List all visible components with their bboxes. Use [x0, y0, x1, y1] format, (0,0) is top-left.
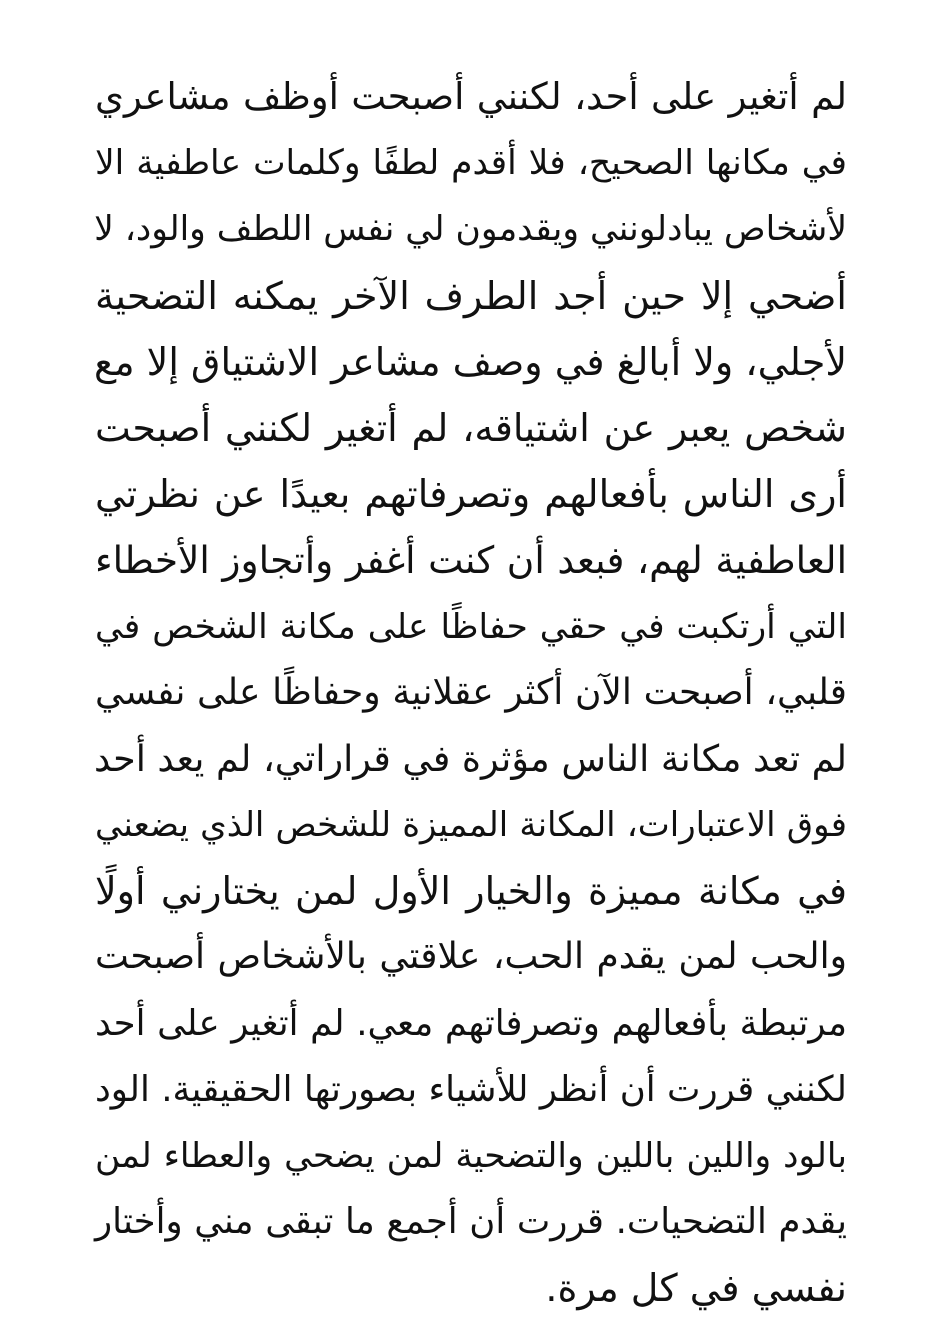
text-line-16: لكنني قررت أن أنظر للأشياء بصورتها الحقيقية. الود: [95, 1068, 847, 1110]
text-line-19: نفسي في كل مرة.: [545, 1266, 847, 1311]
text-line-1: لم أتغير على أحد، لكنني أصبحت أوظف مشاعري: [95, 75, 847, 118]
text-line-6: شخص يعبر عن اشتياقه، لم أتغير لكنني أصبحت: [95, 405, 847, 450]
text-line-12: فوق الاعتبارات، المكانة المميزة للشخص الذي يضعني: [95, 805, 847, 846]
text-line-4: أضحي إلا حين أجد الطرف الآخر يمكنه التضحية: [95, 273, 847, 318]
text-line-9: التي أرتكبت في حقي حفاظًا على مكانة الشخص في: [95, 606, 847, 647]
text-line-15: مرتبطة بأفعالهم وتصرفاتهم معي. لم أتغير على أحد: [95, 1002, 847, 1044]
text-line-10: قلبي، أصبحت الآن أكثر عقلانية وحفاظًا على نفسي: [95, 671, 847, 713]
text-line-3: لأشخاص يبادلونني ويقدمون لي نفس اللطف والود، لا: [94, 209, 847, 250]
text-line-5: لأجلي، ولا أبالغ في وصف مشاعر الاشتياق إلا مع: [94, 339, 847, 384]
text-line-2: في مكانها الصحيح، فلا أقدم لطفًا وكلمات عاطفية الا: [95, 143, 847, 184]
paragraph: [95, 64, 847, 1322]
text-line-17: بالود واللين باللين والتضحية لمن يضحي والعطاء لمن: [95, 1136, 847, 1176]
text-line-7: أرى الناس بأفعالهم وتصرفاتهم بعيدًا عن نظرتي: [95, 472, 847, 517]
text-line-13: في مكانة مميزة والخيار الأول لمن يختارني أولًا: [95, 869, 847, 914]
text-line-14: والحب لمن يقدم الحب، علاقتي بالأشخاص أصبحت: [95, 936, 847, 978]
text-line-18: يقدم التضحيات. قررت أن أجمع ما تبقى مني وأختار: [95, 1201, 847, 1243]
text-line-11: لم تعد مكانة الناس مؤثرة في قراراتي، لم يعد أحد: [93, 736, 847, 780]
text-line-8: العاطفية لهم، فبعد أن كنت أغفر وأتجاوز الأخطاء: [95, 538, 847, 583]
